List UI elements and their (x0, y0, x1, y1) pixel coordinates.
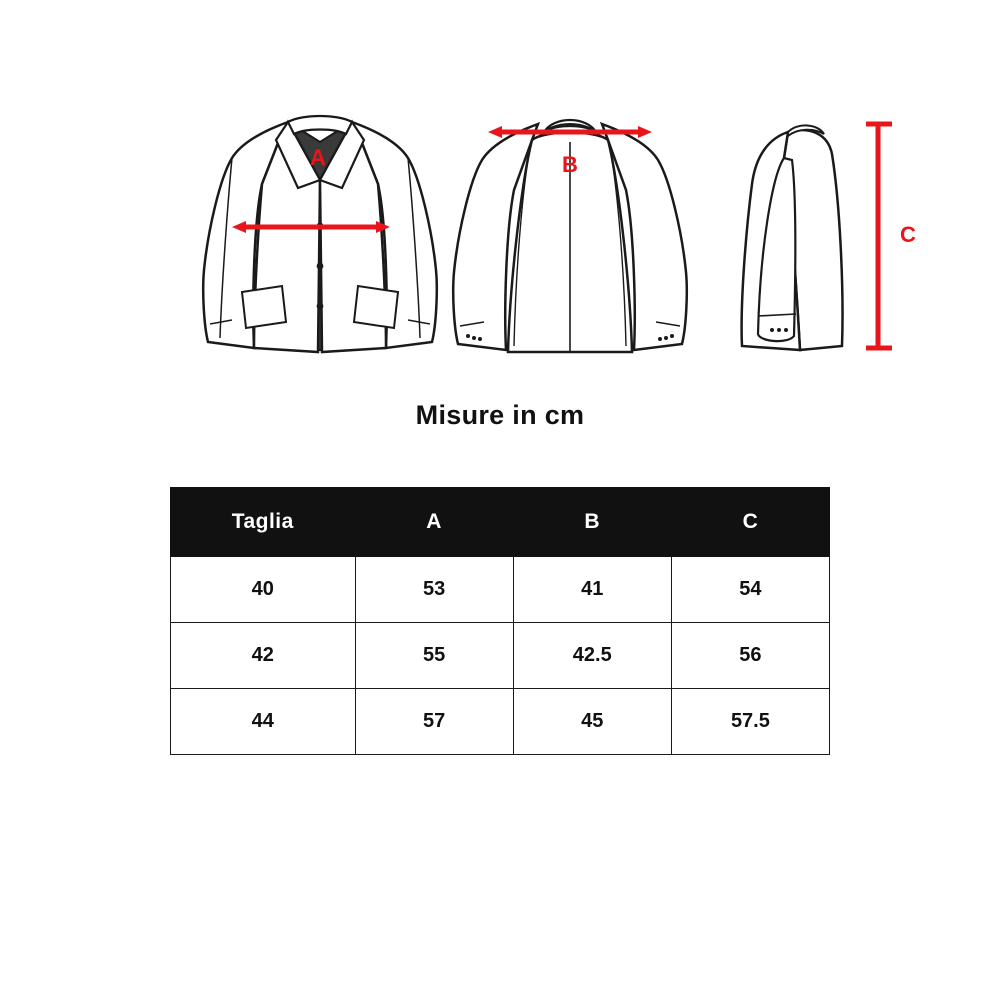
garment-side-view (660, 80, 960, 380)
side-cuff-button-3 (784, 328, 788, 332)
side-cuff-button-1 (770, 328, 774, 332)
cell-a: 53 (355, 557, 513, 623)
cell-a: 57 (355, 689, 513, 755)
front-left-pocket (242, 286, 286, 328)
cell-c: 57.5 (671, 689, 829, 755)
table-header-row (171, 488, 830, 557)
cell-b: 41 (513, 557, 671, 623)
measure-label-c: C (900, 222, 916, 247)
table-row (171, 557, 830, 623)
front-collar (288, 116, 352, 134)
side-cuff-button-2 (777, 328, 781, 332)
column-header-taglia: Taglia (171, 488, 356, 557)
back-left-cuff-button-3 (478, 337, 482, 341)
measure-label-a: A (310, 145, 326, 170)
measures-caption: Misure in cm (415, 400, 585, 430)
cell-taglia: 42 (171, 623, 356, 689)
back-left-cuff-button-2 (472, 336, 476, 340)
garment-diagrams (0, 80, 1000, 400)
front-button-3 (317, 303, 324, 310)
front-right-pocket (354, 286, 398, 328)
cell-a: 55 (355, 623, 513, 689)
column-header-c: C (671, 488, 829, 557)
back-left-cuff-button-1 (466, 334, 470, 338)
measure-label-b: B (562, 152, 578, 177)
column-header-b: B (513, 488, 671, 557)
size-table (170, 487, 830, 755)
cell-c: 56 (671, 623, 829, 689)
column-header-a: A (355, 488, 513, 557)
cell-b: 45 (513, 689, 671, 755)
cell-c: 54 (671, 557, 829, 623)
cell-b: 42.5 (513, 623, 671, 689)
cell-taglia: 44 (171, 689, 356, 755)
table-row (171, 623, 830, 689)
table-row (171, 689, 830, 755)
measure-line-c (866, 124, 892, 348)
cell-taglia: 40 (171, 557, 356, 623)
front-button-2 (317, 263, 324, 270)
